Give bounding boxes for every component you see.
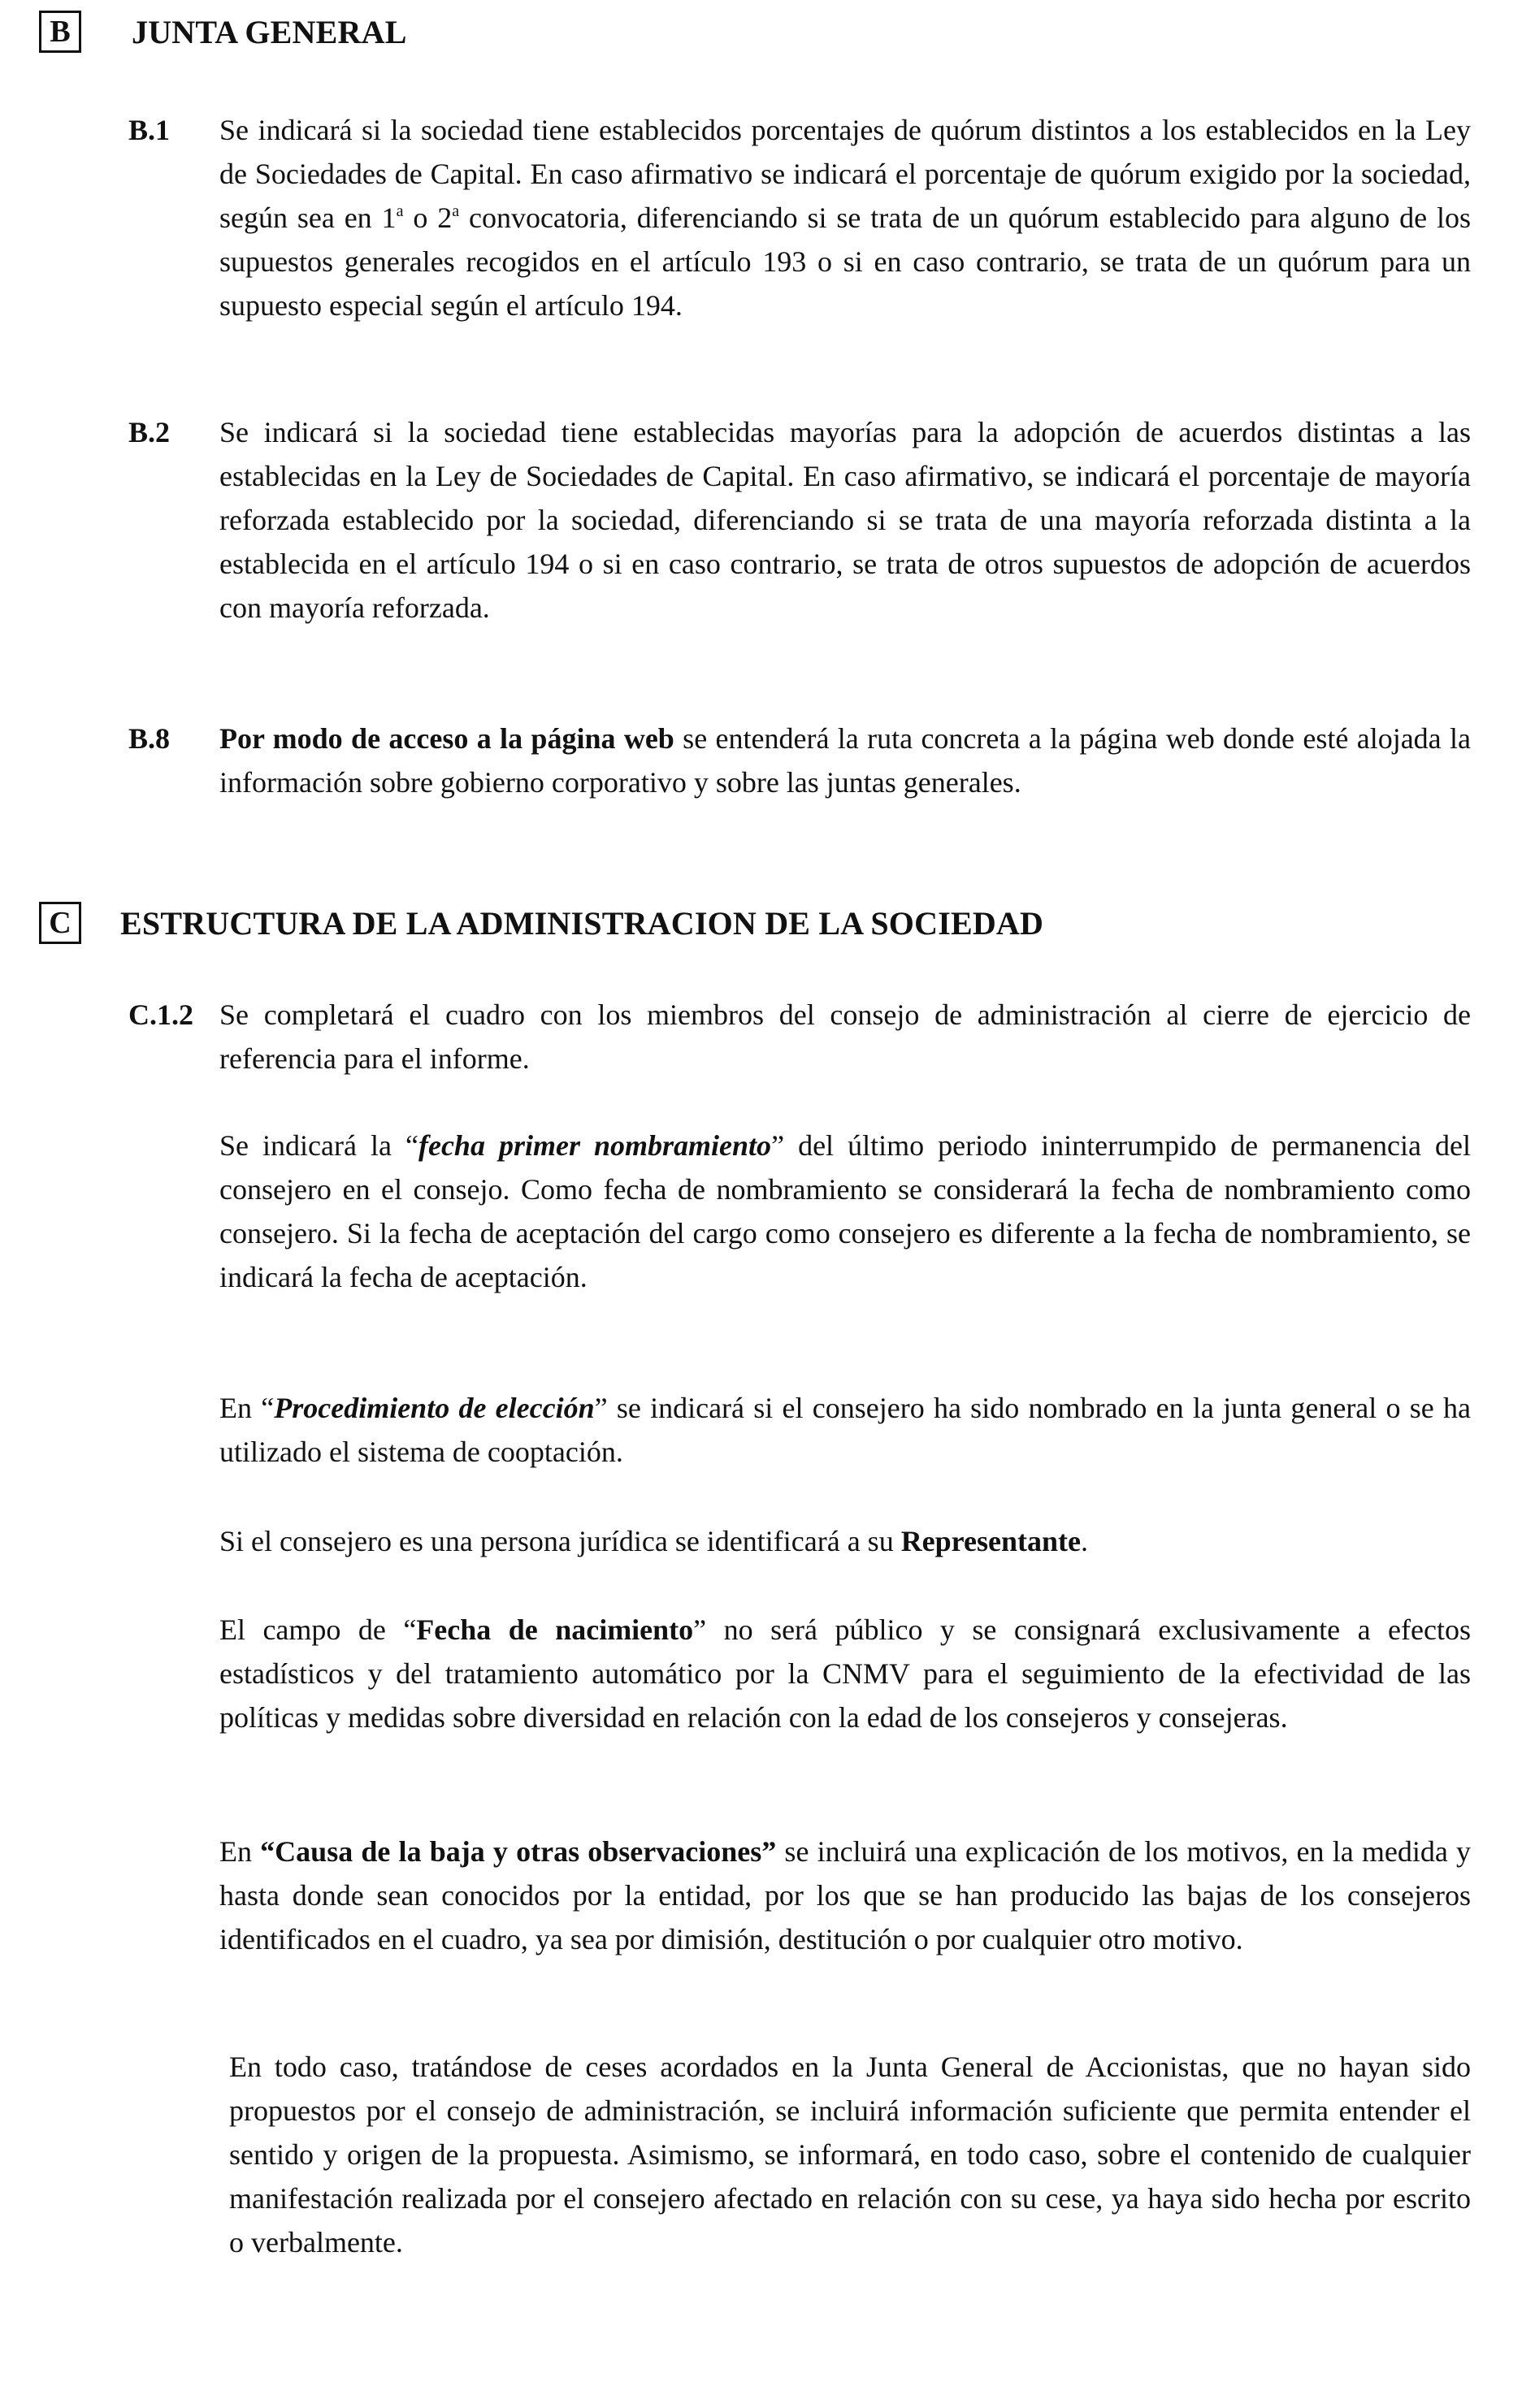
item-text: Por modo de acceso a la página web se entenderá la ruta concreta a la página web donde esté alojada la información sobre gobierno corporativo y sobre las juntas generales. — [219, 722, 1471, 799]
section-title: JUNTA GENERAL — [132, 13, 407, 50]
emphasis-term: Procedimiento de elección — [274, 1392, 595, 1424]
paragraph-causa-baja: En “Causa de la baja y otras observaciones” se incluirá una explicación de los motivos, en la medida y hasta donde sean conocidos por la entidad, por los que se han producido las bajas de los consejeros identificados en el cuadro, ya sea por dimisión, destitución o por cualquier otro motivo. — [219, 1835, 1471, 1955]
paragraph-fecha-nacimiento: El campo de “Fecha de nacimiento” no será público y se consignará exclusivamente a efectos estadísticos y del tratamiento automático por la CNMV para el seguimiento de la efectividad de las políticas y medidas sobre diversidad en relación con la edad de los consejeros y consejeras. — [219, 1613, 1471, 1734]
paragraph-fecha-primer-nombramiento: Se indicará la “fecha primer nombramiento” del último periodo ininterrumpido de permanencia del consejero en el consejo. Como fecha de nombramiento se considerará la fecha de nombramiento como consejero. Si la fecha de aceptación del cargo como consejero es diferente a la fecha de nombramiento, se indicará la fecha de aceptación. — [219, 1129, 1472, 1293]
paragraph-ceses-junta: En todo caso, tratándose de ceses acordados en la Junta General de Accionistas, que no hayan sido propuestos por el consejo de administración, se incluirá información suficiente que permita entender el sentido y origen de la propuesta. Asimismo, se informará, en todo caso, sobre el contenido de cualquier manifestación realizada por el consejero afectado en relación con su cese, ya haya sido hecha por escrito o verbalmente. — [229, 2051, 1471, 2259]
bold-term: Representante — [900, 1525, 1081, 1557]
paragraph-procedimiento-eleccion: En “Procedimiento de elección” se indicará si el consejero ha sido nombrado en la junta general o se ha utilizado el sistema de cooptación. — [219, 1392, 1472, 1468]
section-letter-box: B — [39, 11, 81, 53]
item-number: B.1 — [128, 114, 171, 146]
section-letter-box: C — [39, 902, 81, 944]
bold-term: “Causa de la baja y otras observaciones” — [260, 1835, 777, 1868]
section-b-header — [39, 8, 407, 55]
item-text: Se indicará si la sociedad tiene establecidos porcentajes de quórum distintos a los establecidos en la Ley de Sociedades de Capital. En caso afirmativo se indicará el porcentaje de quórum exigido por la sociedad, según sea en 1$^a$ o 2$^a$ convocatoria, diferenciando si se trata de un quórum establecido para alguno de los supuestos generales recogidos en el artículo 193 o si en caso contrario, se trata de un quórum para un supuesto especial según el artículo 194. — [219, 114, 1471, 322]
item-text: Se completará el cuadro con los miembros del consejo de administración al cierre de ejercicio de referencia para el informe. — [219, 998, 1471, 1075]
bold-term: Fecha de nacimiento — [416, 1613, 694, 1646]
item-bold-term: Por modo de acceso a la página web — [219, 722, 674, 755]
item-number: B.2 — [128, 416, 171, 448]
section-c-header — [39, 899, 1043, 946]
section-title: ESTRUCTURA DE LA ADMINISTRACION DE LA SOCIEDAD — [120, 904, 1044, 942]
emphasis-term: fecha primer nombramiento — [418, 1129, 772, 1162]
paragraph-representante: Si el consejero es una persona jurídica se identificará a su Representante. — [219, 1525, 1088, 1557]
item-text: Se indicará si la sociedad tiene establecidas mayorías para la adopción de acuerdos distintas a las establecidas en la Ley de Sociedades de Capital. En caso afirmativo, se indicará el porcentaje de mayoría reforzada establecido por la sociedad, diferenciando si se trata de una mayoría reforzada distinta a la establecida en el artículo 194 o si en caso contrario, se trata de otros supuestos de adopción de acuerdos con mayoría reforzada. — [219, 416, 1471, 624]
item-number: B.8 — [128, 722, 171, 755]
item-number: C.1.2 — [128, 998, 193, 1031]
